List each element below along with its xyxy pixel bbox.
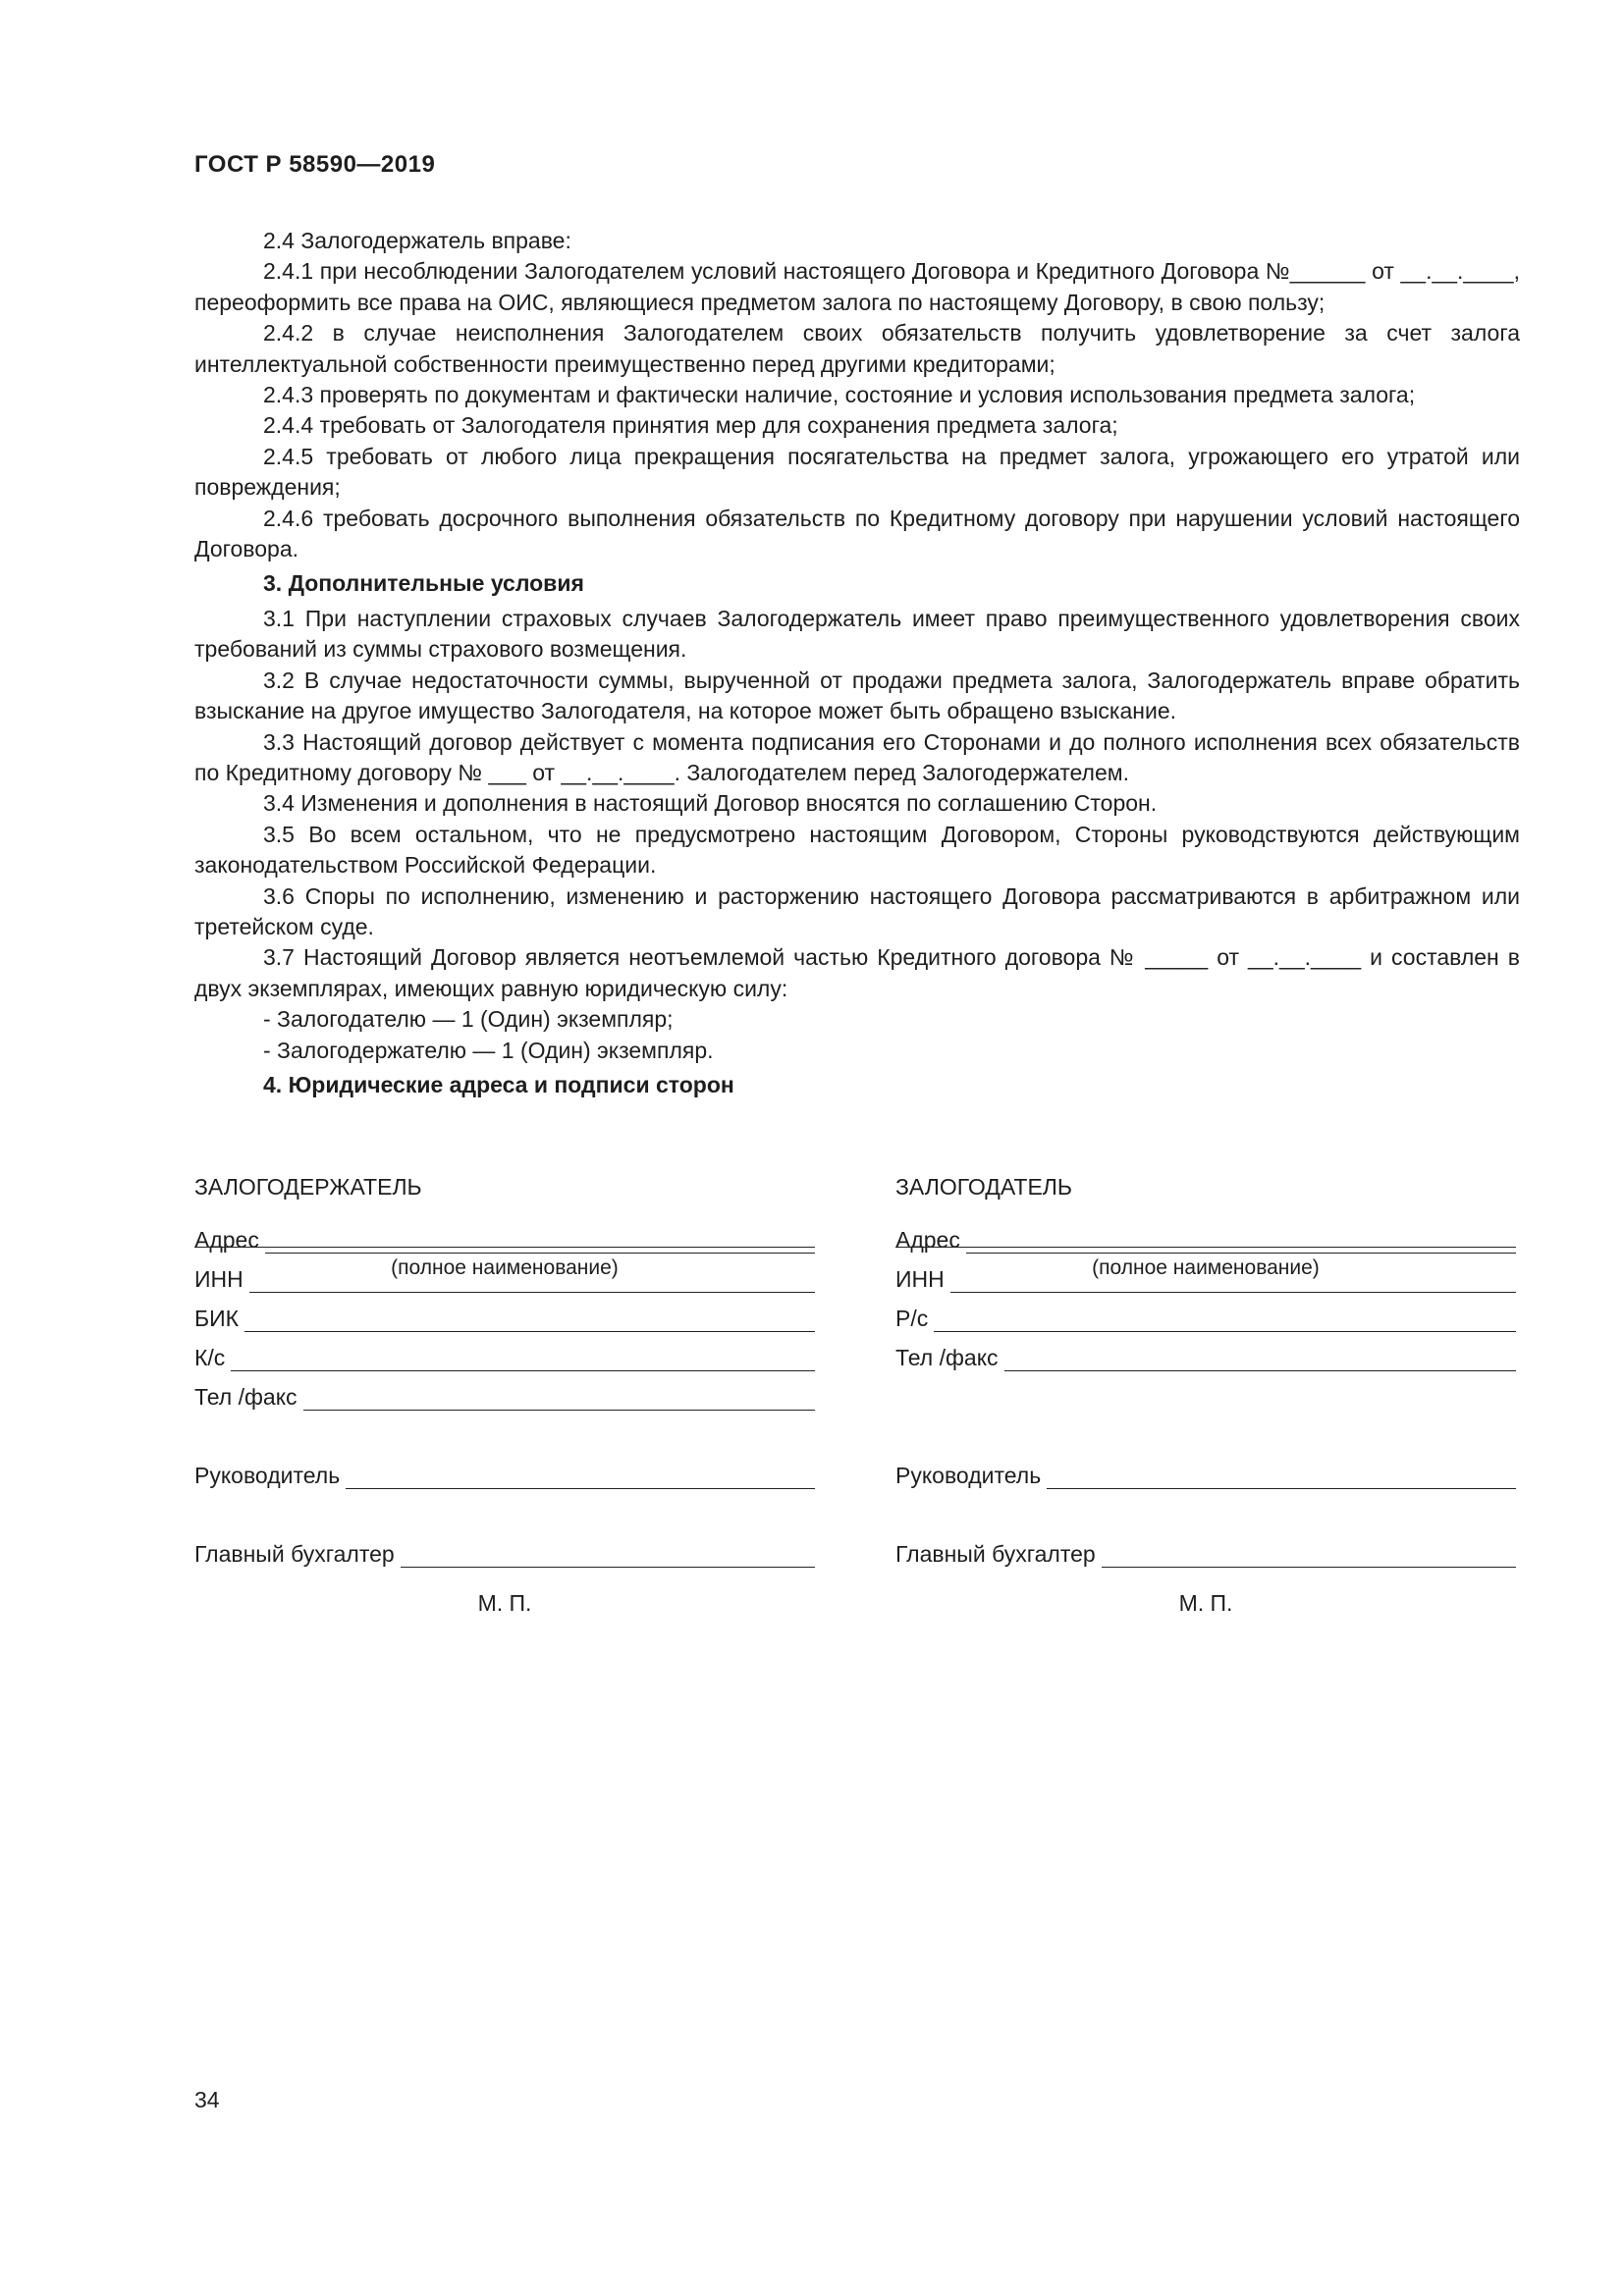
field-label: Главный бухгалтер	[895, 1541, 1096, 1567]
clause-paragraph: 2.4.4 требовать от Залогодателя принятия мер для сохранения предмета залога;	[263, 412, 1118, 439]
clause-paragraph: 3.5 Во всем остальном, что не предусмотрено настоящим Договором, Стороны руководствуются действующим законодательством Российской Федерации.	[194, 821, 1520, 879]
signature-field	[194, 1384, 815, 1411]
document-standard-header: ГОСТ Р 58590—2019	[194, 151, 436, 178]
fill-in-line	[934, 1309, 1516, 1332]
party-title: ЗАЛОГОДЕРЖАТЕЛЬ	[194, 1174, 422, 1200]
section-heading: 3. Дополнительные условия	[263, 570, 584, 597]
clause-paragraph: 2.4.2 в случае неисполнения Залогодателем своих обязательств получить удовлетворение за счет залога интеллектуальной собственности преимущественно перед другими кредиторами;	[194, 320, 1520, 377]
clause-paragraph: 3.1 При наступлении страховых случаев Залогодержатель имеет право преимущественного удовлетворения своих требований из суммы страхового возмещения.	[194, 605, 1520, 663]
fill-in-line	[1047, 1467, 1516, 1489]
contract-body	[194, 226, 1520, 1104]
field-label: Главный бухгалтер	[194, 1541, 395, 1567]
clause-paragraph: 2.4 Залогодержатель вправе:	[263, 228, 571, 253]
field-label: ИНН	[895, 1266, 945, 1292]
signature-field	[895, 1266, 1516, 1293]
seal-place-label: М. П.	[1178, 1590, 1233, 1616]
signature-field	[194, 1463, 815, 1489]
fill-in-line	[1102, 1545, 1516, 1568]
page-number: 34	[194, 2087, 220, 2112]
signature-field	[194, 1266, 815, 1293]
clause-paragraph: 3.6 Споры по исполнению, изменению и расторжению настоящего Договора рассматриваются в арбитражном или третейском суде.	[194, 882, 1520, 939]
field-label: Адрес	[194, 1227, 259, 1253]
signature-field	[895, 1227, 1516, 1254]
clause-paragraph: 2.4.6 требовать досрочного выполнения обязательств по Кредитному договору при нарушении условий настоящего Договора.	[194, 505, 1520, 562]
section-heading: 4. Юридические адреса и подписи сторон	[263, 1071, 734, 1097]
clause-paragraph: 2.4.5 требовать от любого лица прекращения посягательства на предмет залога, угрожающего его утратой или повреждения;	[194, 443, 1520, 501]
list-item: - Залогодателю — 1 (Один) экземпляр;	[263, 1006, 674, 1033]
seal-place-label: М. П.	[477, 1590, 532, 1616]
field-label: БИК	[194, 1306, 240, 1331]
signature-field	[895, 1463, 1516, 1489]
list-item: - Залогодержателю — 1 (Один) экземпляр.	[263, 1037, 714, 1063]
field-label: Руководитель	[194, 1463, 341, 1488]
field-label: Р/с	[895, 1306, 929, 1331]
fill-in-line	[1004, 1349, 1516, 1371]
fill-in-line	[950, 1270, 1516, 1293]
fill-in-line	[249, 1270, 815, 1293]
signature-field	[194, 1541, 815, 1568]
field-label: К/с	[194, 1345, 226, 1370]
full-name-caption: (полное наименование)	[391, 1256, 619, 1279]
clause-paragraph: 2.4.3 проверять по документам и фактически наличие, состояние и условия использования предмета залога;	[263, 382, 1416, 408]
signature-field	[895, 1306, 1516, 1332]
signature-field	[895, 1345, 1516, 1371]
field-label: ИНН	[194, 1266, 244, 1292]
fill-in-line	[303, 1388, 815, 1411]
clause-paragraph: 3.4 Изменения и дополнения в настоящий Договор вносятся по соглашению Сторон.	[263, 790, 1158, 817]
field-label: Адрес	[895, 1227, 960, 1253]
fill-in-line	[401, 1545, 815, 1568]
full-name-caption: (полное наименование)	[1092, 1256, 1320, 1279]
signature-field	[895, 1541, 1516, 1568]
fill-in-line	[346, 1467, 815, 1489]
fill-in-line	[244, 1309, 815, 1332]
clause-paragraph: 3.3 Настоящий договор действует с момента подписания его Сторонами и до полного исполнения всех обязательств по Кредитному договору № ___ от __.__.____. Залогодателем перед Залогодержателем.	[194, 728, 1520, 785]
field-label: Руководитель	[895, 1463, 1042, 1488]
fill-in-line	[966, 1231, 1516, 1254]
field-label: Тел /факс	[895, 1345, 999, 1370]
clause-paragraph: 3.7 Настоящий Договор является неотъемлемой частью Кредитного договора № _____ от __.__.____ и составлен в двух экземплярах, имеющих равную юридическую силу:	[194, 944, 1520, 1001]
signature-field	[194, 1227, 815, 1254]
signature-field	[194, 1345, 815, 1371]
signature-field	[194, 1306, 815, 1332]
field-label: Тел /факс	[194, 1384, 298, 1410]
fill-in-line	[231, 1349, 815, 1371]
fill-in-line	[265, 1231, 815, 1254]
clause-paragraph: 2.4.1 при несоблюдении Залогодателем условий настоящего Договора и Кредитного Договора №______ от __.__.____, переоформить все права на ОИС, являющиеся предметом залога по настоящему Договору, в свою пользу;	[194, 258, 1520, 315]
clause-paragraph: 3.2 В случае недостаточности суммы, вырученной от продажи предмета залога, Залогодержатель вправе обратить взыскание на другое имущество Залогодателя, на которое может быть обращено взыскание.	[194, 667, 1520, 724]
party-title: ЗАЛОГОДАТЕЛЬ	[895, 1174, 1072, 1200]
